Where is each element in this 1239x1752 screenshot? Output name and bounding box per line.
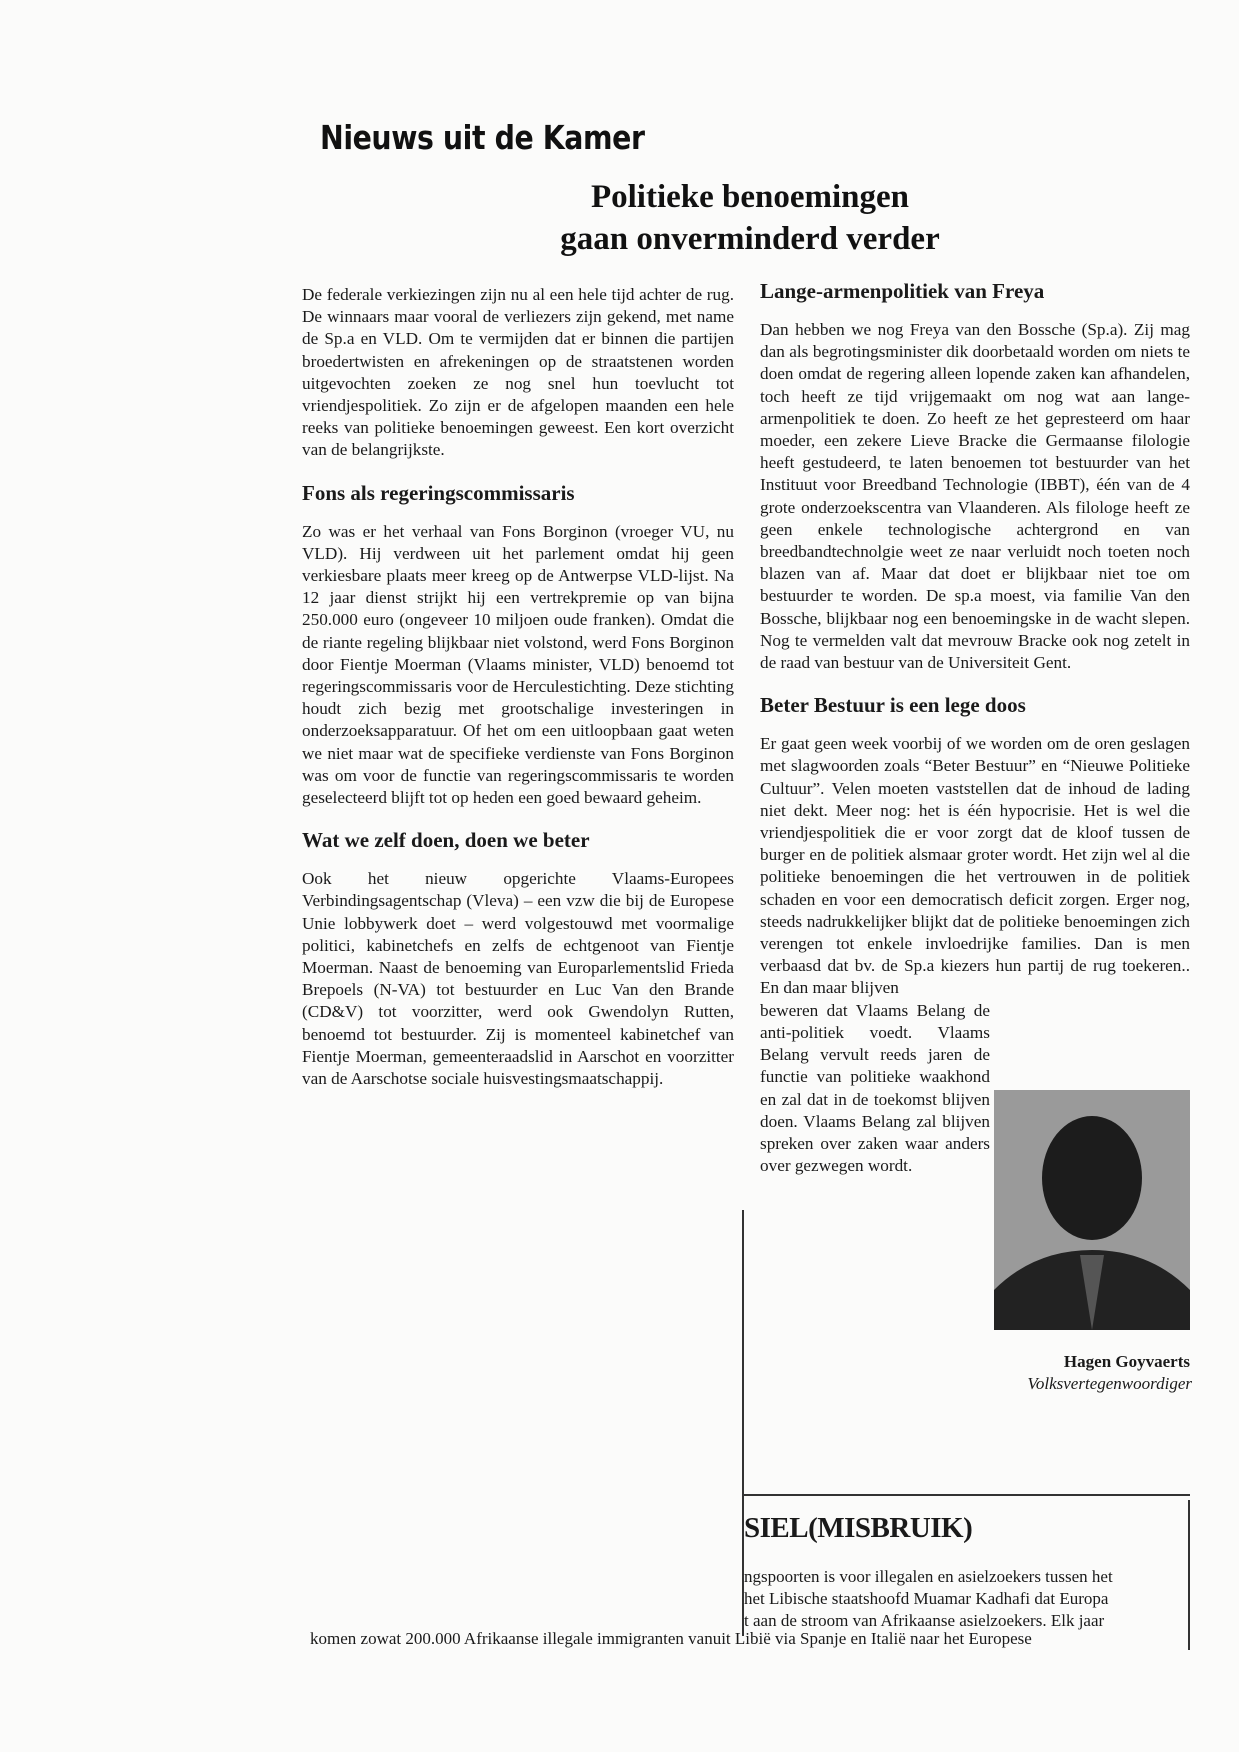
next-article-line: t aan de stroom van Afrikaanse asielzoekers. Elk jaar — [744, 1611, 1105, 1630]
section-paragraph-wrap: beweren dat Vlaams Belang de anti-politiek voedt. Vlaams Belang vervult reeds jaren de functie van politieke waakhond en zal dat in de toekomst blijven doen. Vlaams Belang zal blijven spreken over zaken waar anders over gezwegen wordt. — [760, 1000, 990, 1176]
section-heading: Beter Bestuur is een lege doos — [760, 693, 1026, 718]
author-photo — [994, 1090, 1190, 1330]
section-heading: Lange-armenpolitiek van Freya — [760, 279, 1045, 303]
intro-paragraph: De federale verkiezingen zijn nu al een hele tijd achter de rug. De winnaars maar vooral de verliezers zijn gekend, met name de Sp.a en VLD. Om te vermijden dat er binnen die partijen broedertwisten en afrekeningen op de straatstenen worden uitgevochten zoeken ze nog snel hun toevlucht tot vriendjespolitiek. Zo zijn er de afgelopen maanden een hele reeks van politieke benoemingen geweest. Een kort overzicht van de belangrijkste. — [302, 285, 734, 460]
section-paragraph: Zo was er het verhaal van Fons Borginon (vroeger VU, nu VLD). Hij verdween uit het parlement omdat hij geen verkiesbare plaats meer kreeg op de Antwerpse VLD-lijst. Na 12 jaar dienst strijkt hij een vertrekpremie op van bijna 250.000 euro (ongeveer 10 miljoen oude franken). Omdat die de riante regeling blijkbaar niet volstond, werd Fons Borginon door Fientje Moerman (Vlaams minister, VLD) benoemd tot regeringscommissaris voor de Herculestichting. Deze stichting houdt zich bezig met grootschalige investeringen in onderzoeksapparatuur. Of het om een uitloopbaan gaat weten we niet maar wat de specifieke verdienste van Fons Borginon was om voor de functie van regeringscommissaris te worden geselecteerd blijft tot op heden een goed bewaard geheim. — [302, 521, 734, 808]
headline-line-1: Politieke benoemingen — [590, 179, 910, 215]
headline — [520, 176, 980, 260]
section-heading: Fons als regeringscommissaris — [302, 480, 575, 505]
section-paragraph: Er gaat geen week voorbij of we worden om de oren geslagen met slagwoorden zoals “Beter Bestuur” en “Nieuwe Politieke Cultuur”. Velen moeten vaststellen dat de inhoud de lading niet dekt. Meer nog: het is één hypocrisie. Het is wel die vriendjespolitiek die er voor zorgt dat de kloof tussen de burger en de politiek alsmaar groter wordt. Het zijn wel al die politieke benoemingen die het vertrouwen in de politiek schaden en voor een democratisch deficit zorgen. Erger nog, steeds nadrukkelijker blijkt dat de politieke benoemingen zich verengen tot enkele invloedrijke families. Dan is men verbaasd dat bv. de Sp.a kiezers hun partij de rug toekeren.. En dan maar blijven — [760, 734, 1190, 998]
box-divider — [744, 1494, 1190, 1496]
photo-caption-name: Hagen Goyvaerts — [1063, 1352, 1190, 1371]
next-article-text — [744, 1566, 1176, 1632]
headline-line-2: gaan onverminderd verder — [560, 221, 940, 257]
section-kicker: Nieuws uit de Kamer — [320, 118, 645, 157]
left-column — [302, 284, 734, 1090]
next-article-line: het Libische staatshoofd Muamar Kadhafi dat Europa — [744, 1589, 1109, 1608]
next-article-bottom-line: komen zowat 200.000 Afrikaanse illegale immigranten vanuit Libië via Spanje en Italië naar het Europese — [310, 1629, 1032, 1648]
next-article-title: SIEL(MISBRUIK) — [744, 1512, 973, 1544]
next-article-line: ngspoorten is voor illegalen en asielzoekers tussen het — [744, 1567, 1113, 1586]
section-paragraph: Ook het nieuw opgerichte Vlaams-Europees Verbindingsagentschap (Vleva) – een vzw die bij de Europese Unie lobbywerk doet – werd volgestouwd met voormalige politici, kabinetchefs en zelfs de echtgenoot van Fientje Moerman. Naast de benoeming van Europarlementslid Frieda Brepoels (N-VA) tot bestuurder en Luc Van den Brande (CD&V) tot voorzitter, werd ook Gwendolyn Rutten, benoemd tot bestuurder. Zij is momenteel kabinetchef van Fientje Moerman, gemeenteraadslid in Aarschot en voorzitter van de Aarschotse sociale huisvestingsmaatschappij. — [302, 869, 734, 1089]
right-column — [760, 278, 1190, 1177]
photo-caption-role: Volksvertegenwoordiger — [1027, 1374, 1192, 1393]
person-silhouette-icon — [994, 1090, 1190, 1330]
section-paragraph: Dan hebben we nog Freya van den Bossche (Sp.a). Zij mag dan als begrotingsminister dik doorbetaald worden om niets te doen omdat de regering alleen lopende zaken kan afhandelen, toch heeft ze tijd vrijgemaakt om nog wat aan lange-armenpolitiek te doen. Zo heeft ze het gepresteerd om haar moeder, een zekere Lieve Bracke die Germaanse filologie heeft gestudeerd, te laten benoemen tot bestuurder van het Instituut voor Breedband Technologie (IBBT), één van de 4 grote onderzoekscentra van Vlaanderen. Als filologe heeft ze geen enkele technologische achtergrond en van breedbandtechnolgie weet ze naar verluidt noch toeten noch blazen van af. Maar dat doet er blijkbaar niet toe om bestuurder te worden. De sp.a moest, via familie Van den Bossche, blijkbaar nog een benoemingske in de wacht slepen. Nog te vermelden valt dat mevrouw Bracke ook nog zetelt in de raad van bestuur van de Universiteit Gent. — [760, 320, 1190, 673]
section-heading: Wat we zelf doen, doen we beter — [302, 828, 590, 853]
